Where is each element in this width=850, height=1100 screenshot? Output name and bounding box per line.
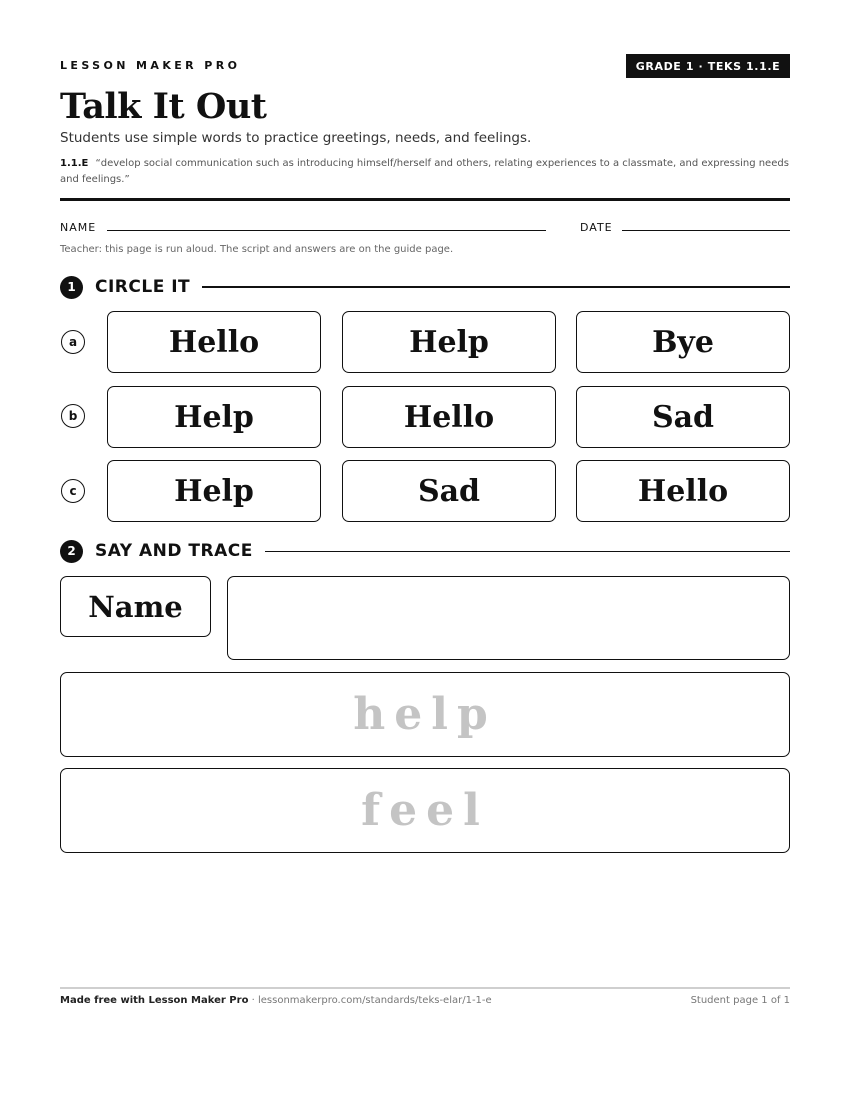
footer-divider <box>60 987 790 989</box>
word-card[interactable]: Help <box>342 311 556 373</box>
footer-url: · lessonmakerpro.com/standards/teks-elar/1-1-e <box>248 995 492 1006</box>
word-card[interactable]: Hello <box>107 311 321 373</box>
section-title: CIRCLE IT <box>95 277 191 297</box>
standard-code: 1.1.E <box>60 158 89 169</box>
word-card[interactable]: Help <box>107 460 321 522</box>
date-field-line[interactable] <box>622 230 790 231</box>
word-card[interactable]: Sad <box>576 386 790 448</box>
name-field-line[interactable] <box>107 230 546 231</box>
date-label: DATE <box>580 221 613 234</box>
name-label: NAME <box>60 221 97 234</box>
header-divider <box>60 198 790 201</box>
footer-credit <box>60 995 492 1006</box>
page-title: Talk It Out <box>60 86 267 127</box>
teacher-note: Teacher: this page is run aloud. The script and answers are on the guide page. <box>60 244 454 255</box>
word-card[interactable]: Bye <box>576 311 790 373</box>
section-number-badge: 1 <box>60 276 83 299</box>
word-card[interactable]: Hello <box>342 386 556 448</box>
section-title: SAY AND TRACE <box>95 541 253 561</box>
grade-badge: GRADE 1 · TEKS 1.1.E <box>626 54 790 78</box>
trace-box-help[interactable]: help <box>60 672 790 757</box>
word-card[interactable]: Sad <box>342 460 556 522</box>
word-card[interactable]: Hello <box>576 460 790 522</box>
trace-box-feel[interactable]: feel <box>60 768 790 853</box>
standard-description <box>60 156 792 188</box>
row-letter-b: b <box>61 404 85 428</box>
row-letter-a: a <box>61 330 85 354</box>
section-divider <box>202 286 790 288</box>
row-letter-c: c <box>61 479 85 503</box>
footer-page-number: Student page 1 of 1 <box>690 995 790 1006</box>
standard-text: “develop social communication such as introducing himself/herself and others, relating experiences to a classmate, and expressing needs and feelings.” <box>60 158 789 185</box>
page-subtitle: Students use simple words to practice greetings, needs, and feelings. <box>60 130 532 146</box>
brand-name: LESSON MAKER PRO <box>60 59 241 72</box>
section-divider <box>265 551 790 552</box>
word-card[interactable]: Help <box>107 386 321 448</box>
name-word-tag: Name <box>60 576 211 637</box>
footer-made-with: Made free with Lesson Maker Pro <box>60 995 249 1006</box>
name-writing-box[interactable] <box>227 576 790 660</box>
section-circle-it-header <box>60 275 790 299</box>
section-say-and-trace-header <box>60 539 790 563</box>
section-number-badge: 2 <box>60 540 83 563</box>
